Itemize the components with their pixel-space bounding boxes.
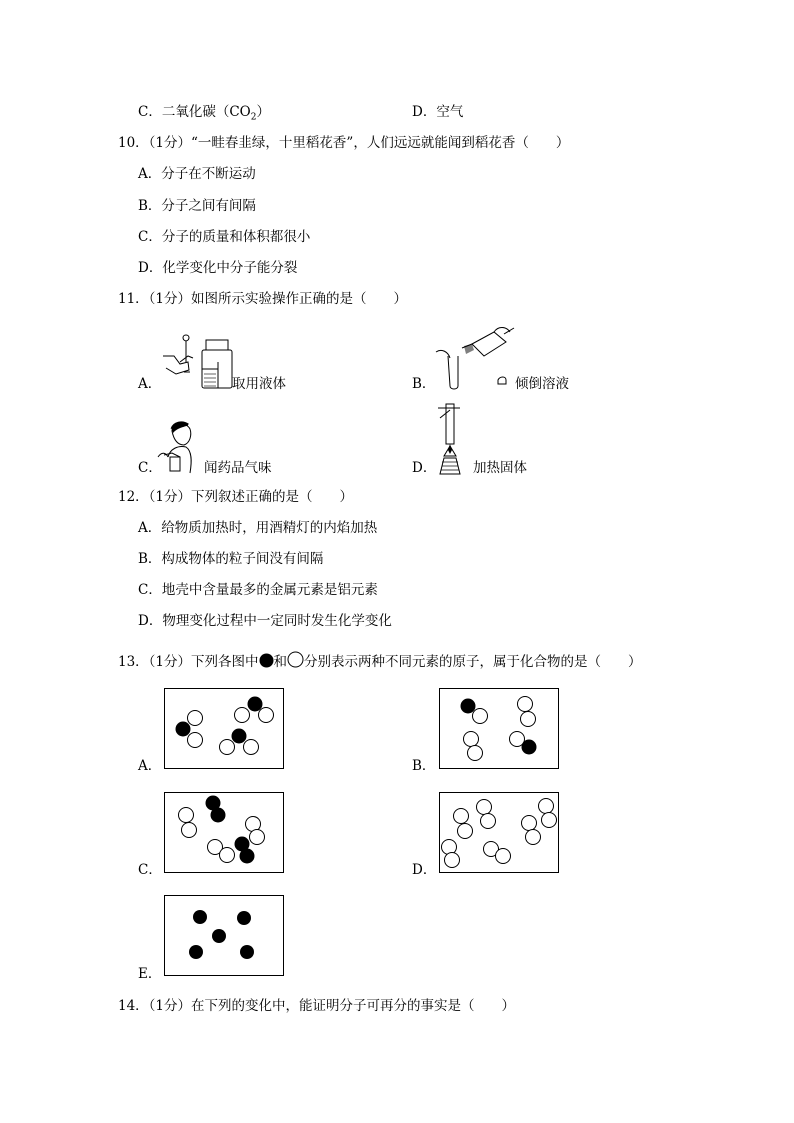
white-atom (522, 816, 537, 831)
white-atom (468, 746, 483, 761)
q11-option-c-caption: 闻药品气味 (204, 460, 272, 476)
q13-option-d-diagram (439, 792, 559, 873)
black-atom (212, 929, 226, 943)
q12-option-d: D．物理变化过程中一定同时发生化学变化 (138, 613, 392, 629)
white-atom (481, 814, 496, 829)
q11-stem: 11．（1分）如图所示实验操作正确的是（ ） (118, 291, 408, 307)
white-atom (179, 808, 194, 823)
q11-option-b-letter: B． (412, 376, 436, 392)
white-atom (473, 709, 488, 724)
q11-option-a-letter: A． (138, 376, 162, 392)
white-atom (259, 708, 274, 723)
white-atom (182, 823, 197, 838)
q13-stem: 13．（1分）下列各图中 和 分别表示两种不同元素的原子，属于化合物的是（ ） (118, 651, 642, 670)
pouring-liquid-illustration (432, 322, 520, 392)
white-atom (188, 711, 203, 726)
white-atom (526, 830, 541, 845)
q9-option-c: C．二氧化碳$(CO_2)$ (138, 104, 270, 123)
black-atom (211, 808, 226, 823)
white-atom (442, 840, 457, 855)
white-atom (244, 740, 259, 755)
q12-option-b: B．构成物体的粒子间没有间隔 (138, 551, 324, 567)
q13-option-b-diagram (439, 688, 559, 769)
q11-option-c-letter: C． (138, 460, 162, 476)
q11-option-a-caption: 取用液体 (232, 376, 286, 392)
white-atom (454, 809, 469, 824)
q13-option-a-letter: A． (138, 758, 162, 774)
white-atom (188, 733, 203, 748)
white-atom (539, 799, 554, 814)
q14-stem: 14．（1分）在下列的变化中，能证明分子可再分的事实是（ ） (118, 998, 516, 1014)
q13-option-c-diagram (164, 792, 284, 873)
q11-option-d-letter: D． (412, 460, 437, 476)
white-atom (542, 813, 557, 828)
smelling-chemical-illustration (156, 417, 206, 477)
q13-option-a-diagram (164, 688, 284, 769)
q13-option-e-letter: E． (138, 966, 162, 982)
q9-option-d: D．空气 (412, 104, 464, 120)
q13-option-c-letter: C． (138, 862, 162, 878)
black-atom (522, 740, 537, 755)
q10-stem: 10．（1分）“一畦春韭绿，十里稻花香”，人们远远就能闻到稻花香（ ） (118, 135, 570, 151)
white-atom (458, 824, 473, 839)
black-atom (193, 910, 207, 924)
black-atom (189, 945, 203, 959)
q13-option-d-letter: D． (412, 862, 437, 878)
white-atom (521, 712, 536, 727)
q13-option-b-letter: B． (412, 758, 436, 774)
white-atom (464, 732, 479, 747)
q12-option-a: A．给物质加热时，用酒精灯的内焰加热 (138, 520, 378, 536)
black-atom (461, 699, 476, 714)
black-atom (240, 945, 254, 959)
white-atom (250, 830, 265, 845)
q10-option-b: B．分子之间有间隔 (138, 198, 256, 214)
q12-stem: 12．（1分）下列叙述正确的是（ ） (118, 489, 354, 505)
white-atom (496, 849, 511, 864)
q11-option-b-caption: 倾倒溶液 (515, 376, 569, 392)
dropper-bottle-illustration (158, 332, 234, 390)
black-atom (232, 729, 247, 744)
white-atom (477, 800, 492, 815)
black-atom-icon (259, 653, 274, 668)
black-atom (248, 697, 263, 712)
heating-solid-illustration (430, 400, 470, 478)
white-atom (220, 740, 235, 755)
q12-option-c: C．地壳中含量最多的金属元素是铝元素 (138, 582, 378, 598)
q11-option-d-caption: 加热固体 (473, 460, 527, 476)
white-atom (220, 848, 235, 863)
q10-option-a: A．分子在不断运动 (138, 166, 256, 182)
black-atom (176, 722, 191, 737)
q13-option-e-diagram (164, 895, 284, 976)
white-atom (445, 853, 460, 868)
white-atom (518, 697, 533, 712)
q10-option-c: C．分子的质量和体积都很小 (138, 229, 311, 245)
q10-option-d: D．化学变化中分子能分裂 (138, 260, 298, 276)
white-atom-icon (287, 651, 304, 668)
black-atom (240, 849, 255, 864)
black-atom (237, 911, 251, 925)
white-atom (235, 708, 250, 723)
